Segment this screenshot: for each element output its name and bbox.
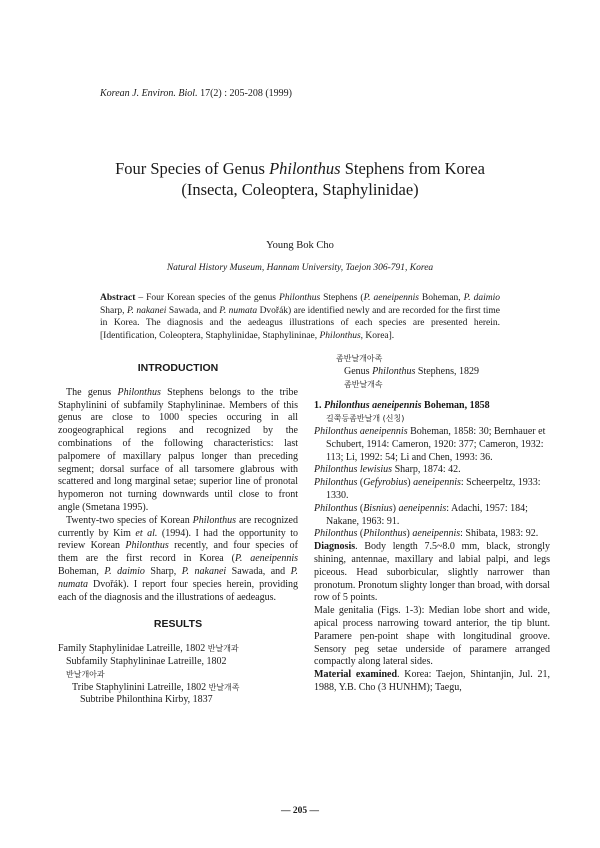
- author-name: Young Bok Cho: [266, 240, 334, 251]
- paper-title: [50, 158, 550, 200]
- introduction-heading: INTRODUCTION: [137, 362, 219, 374]
- title-line-1: Four Species of Genus Philonthus Stephens from Korea: [115, 159, 485, 178]
- taxonomy-ranks: [58, 643, 298, 707]
- left-column: [58, 360, 298, 707]
- subfamily-rank: Subfamily Staphylininae Latreille, 1802: [66, 655, 227, 667]
- subtribe-rank: Subtribe Philonthina Kirby, 1837: [80, 694, 213, 706]
- results-heading: RESULTS: [153, 618, 203, 631]
- family-rank: Family Staphylinidae Latreille, 1802 반날개과: [58, 643, 239, 655]
- right-column: [314, 353, 550, 695]
- tribe-rank: Tribe Staphylinini Latreille, 1802 반날개족: [72, 681, 240, 693]
- species-heading: 1. Philonthus aeneipennis Boheman, 1858: [314, 400, 490, 412]
- genus-korean: 좀반날개속: [344, 379, 383, 389]
- intro-paragraph-1: The genus Philonthus Stephens belongs to the tribe Staphylinini of subfamily Staphylininae. Members of this genus are close to 1000 species occuring in all zoogeographical regions and recognized by the combinations of the following characteristics: last palpomere of maxillary palpus longer than preceding segment; dorsal surface of all tarsomere glabrous with scattered and long marginal setae; superior line of pronotal hypomeron not turning downwards until close to front angle (Smetana 1995).: [58, 386, 298, 513]
- journal-citation: [100, 88, 292, 99]
- journal-name: Korean J. Environ. Biol.: [100, 88, 198, 99]
- diagnosis-paragraph: Diagnosis. Body length 7.5~8.0 mm, black, strongly shining, antennae, maxillary and labial palpi, and legs piceous. Head suborbicular, slightly narrower than pronotum. Pronotum slighty longer than broad, with dorsal row of 5 points.: [314, 541, 550, 604]
- journal-volume: 17(2) : 205-208 (1999): [200, 88, 293, 99]
- species-korean: 길쭉등좀반날개 (신칭): [326, 414, 405, 424]
- synonym-entry: Philonthus aeneipennis Boheman, 1858: 30; Bernhauer et Schubert, 1914: Cameron, 1920: 377; Cameron, 1932: 113; Li, 1992: 54; Li and Chen, 1993: 36.: [314, 425, 546, 463]
- title-line-2: (Insecta, Coleoptera, Staphylinidae): [181, 180, 419, 199]
- synonym-entry: Philonthus (Bisnius) aeneipennis: Adachi, 1957: 184; Nakane, 1963: 91.: [314, 502, 528, 527]
- synonym-entry: Philonthus (Philonthus) aeneipennis: Shibata, 1983: 92.: [314, 528, 539, 540]
- genus-rank: Genus Philonthus Stephens, 1829: [344, 365, 480, 377]
- author-affiliation: Natural History Museum, Hannam University, Taejon 306-791, Korea: [166, 263, 434, 273]
- synonym-entry: Philonthus (Gefyrobius) aeneipennis: Scheerpeltz, 1933: 1330.: [314, 477, 541, 501]
- intro-paragraph-2: Twenty-two species of Korean Philonthus are recognized currently by Kim et al. (1994). I had the opportunity to review Korean Philonthus recently, and four species of them are the first record in Korea (P. aeneipennis Boheman, P. daimio Sharp, P. nakanei Sawada, and P. numata Dvořák). I report four species herein, providing each of the diagnosis and the illustrations of aedeagus.: [58, 514, 299, 603]
- male-genitalia-paragraph: Male genitalia (Figs. 1-3): Median lobe short and wide, apical process narrowing toward anterior, the tip blunt. Paramere pen-point shape with longitudinal groove. Sensory peg setae underside of paramere arranged compactly along lateral sides.: [314, 605, 550, 668]
- material-examined-paragraph: Material examined. Korea: Taejon, Shintanjin, Jul. 21, 1988, Y.B. Cho (3 HUNHM); Taegu,: [314, 669, 550, 693]
- abstract-label: Abstract: [100, 293, 136, 303]
- subtribe-korean: 좀반날개아족: [336, 354, 383, 363]
- synonym-entry: Philonthus lewisius Sharp, 1874: 42.: [314, 464, 461, 476]
- abstract: Abstract – Four Korean species of the genus Philonthus Stephens (P. aeneipennis Boheman, P. daimio Sharp, P. nakanei Sawada, and P. numata Dvořák) are identified newly and are recorded for the first time in Korea. The diagnosis and the aedeagus illustrations of each species are presented herein. [Identification, Coleoptera, Staphylinidae, Staphylininae, Philonthus, Korea].: [100, 293, 500, 341]
- page-number: — 205 —: [281, 806, 319, 816]
- subfamily-korean: 반날개아과: [66, 669, 105, 679]
